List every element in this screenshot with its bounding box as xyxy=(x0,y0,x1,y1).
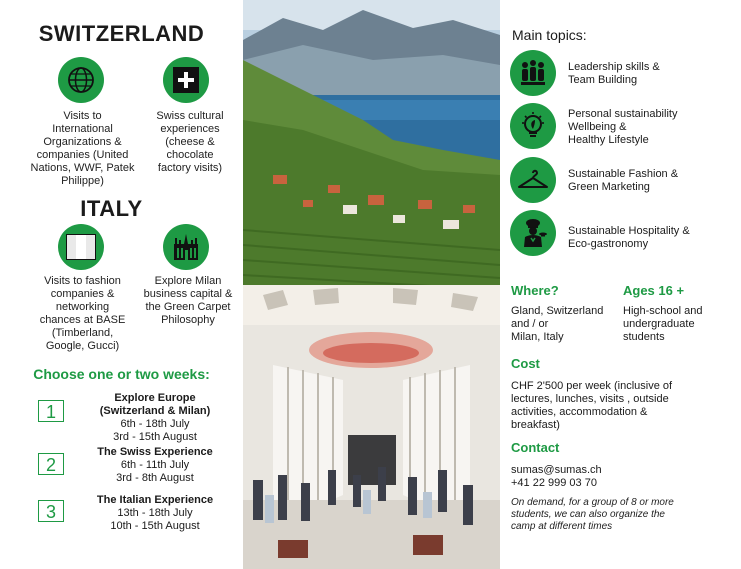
option-1 xyxy=(80,392,230,444)
option-3-date-1: 13th - 18th July xyxy=(117,507,193,519)
contact-phone[interactable]: +41 22 999 03 70 xyxy=(511,477,597,489)
where-text: Gland, Switzerland and / or Milan, Italy xyxy=(511,305,604,343)
option-2 xyxy=(80,446,230,485)
option-3-title: The Italian Experience xyxy=(96,494,214,506)
italian-flag-icon xyxy=(58,224,104,270)
switzerland-heading: SWITZERLAND xyxy=(38,21,205,46)
cost-text: CHF 2'500 per week (inclusive of lectures, lunches, visits , outside activities, accommodation & breakfast) xyxy=(511,380,673,431)
option-3 xyxy=(80,494,230,533)
where-title: Where? xyxy=(511,283,559,298)
weeks-title: Choose one or two weeks: xyxy=(33,366,210,382)
topic-2: Personal sustainability Wellbeing & Healthy Lifestyle xyxy=(568,108,678,146)
contact-title: Contact xyxy=(511,440,560,455)
ages-title: Ages 16 + xyxy=(623,283,685,298)
option-1-date-2: 3rd - 15th August xyxy=(113,431,197,443)
italy-item-1-caption: Visits to fashion companies & networking chances at BASE (Timberland, Google, Gucci) xyxy=(39,275,126,352)
cost-title: Cost xyxy=(511,356,540,371)
team-icon xyxy=(510,50,556,96)
option-1-subtitle: (Switzerland & Milan) xyxy=(99,405,211,417)
group-note: On demand, for a group of 8 or more students, we can also organize the camp at different times xyxy=(511,497,674,532)
switzerland-item-2-caption: Swiss cultural experiences (cheese & chocolate factory visits) xyxy=(156,110,224,174)
switzerland-item-1-caption: Visits to International Organizations & companies (United Nations, WWF, Patek Philippe) xyxy=(30,110,135,187)
lightbulb-leaf-icon xyxy=(510,103,556,149)
hanger-icon xyxy=(510,157,556,203)
left-column xyxy=(0,0,243,569)
contact-email[interactable]: sumas@sumas.ch xyxy=(511,464,602,476)
swiss-cross-icon xyxy=(163,57,209,103)
contact-text xyxy=(511,464,602,490)
option-3-date-2: 10th - 15th August xyxy=(110,520,200,532)
option-2-date-2: 3rd - 8th August xyxy=(116,472,194,484)
topic-1: Leadership skills & Team Building xyxy=(568,61,660,86)
option-3-number: 3 xyxy=(38,500,64,522)
milan-cathedral-icon xyxy=(163,224,209,270)
option-2-number: 2 xyxy=(38,453,64,475)
option-1-date-1: 6th - 18th July xyxy=(120,418,190,430)
option-1-number: 1 xyxy=(38,400,64,422)
italy-item-2-caption: Explore Milan business capital & the Green Carpet Philosophy xyxy=(143,275,233,326)
chef-icon xyxy=(510,210,556,256)
lake-vineyard-photo xyxy=(243,0,500,285)
conference-hall-photo xyxy=(243,285,500,569)
option-2-title: The Swiss Experience xyxy=(97,446,213,458)
photo-column xyxy=(243,0,500,569)
ages-text: High-school and undergraduate students xyxy=(623,305,703,343)
right-column xyxy=(500,0,741,569)
option-2-date-1: 6th - 11th July xyxy=(120,459,190,471)
option-1-title: Explore Europe xyxy=(114,392,196,404)
italy-heading: ITALY xyxy=(80,196,143,221)
topic-3: Sustainable Fashion & Green Marketing xyxy=(568,168,679,193)
topic-4: Sustainable Hospitality & Eco-gastronomy xyxy=(568,225,690,250)
globe-icon xyxy=(58,57,104,103)
main-topics-title: Main topics: xyxy=(512,27,587,43)
